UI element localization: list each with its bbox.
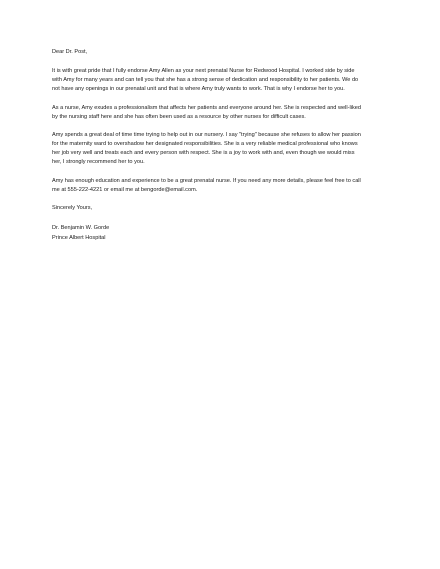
paragraph-line: Amy has enough education and experience to be a great prenatal nurse. If you need any more details, please feel free to call [52,177,361,184]
paragraph-line: her job very well and treats each and every person with respect. She is a joy to work with and, even though we would miss [52,150,355,156]
paragraph-line: for the maternity ward to overshadow her designated responsibilities. She is a very reliable medical professional who knows [52,141,358,147]
closing-text: Sincerely Yours, [52,205,93,211]
paragraph-line: her, I strongly recommend her to you. [52,159,145,165]
signature-block [52,223,392,243]
paragraph-line: As a nurse, Amy exudes a professionalism that affects her patients and everyone around her. She is respected and well-liked [52,104,361,111]
salutation-text: Dear Dr. Post, [52,49,88,55]
paragraph-nursery [52,131,392,167]
paragraph-line: by the nursing staff here and she has often been used as a resource by other nurses for difficult cases. [52,113,306,120]
paragraph-line: It is with great pride that I fully endorse Amy Allen as your next prenatal Nurse for Redwood Hospital. I worked side by side [52,68,355,74]
salutation [52,48,392,57]
signer-name: Dr. Benjamin W. Gorde [52,224,110,231]
paragraph-endorsement [52,67,392,94]
letter-page [52,48,392,243]
paragraph-line: me at 555-222-4221 or email me at bengorde@email.com. [52,186,198,193]
paragraph-line: Amy spends a great deal of time time trying to help out in our nursery. I say "trying" because she refuses to allow her passion [52,132,361,138]
signer-organization: Prince Albert Hospital [52,234,106,241]
paragraph-line: not have any openings in our prenatal unit and that is where Amy truly wants to work. That is why I endorse her to you. [52,86,345,92]
closing [52,204,392,213]
paragraph-professionalism [52,104,392,122]
paragraph-line: with Amy for many years and can tell you that she has a strong sense of dedication and responsibility to her patients. We do [52,77,359,83]
paragraph-contact [52,177,392,195]
